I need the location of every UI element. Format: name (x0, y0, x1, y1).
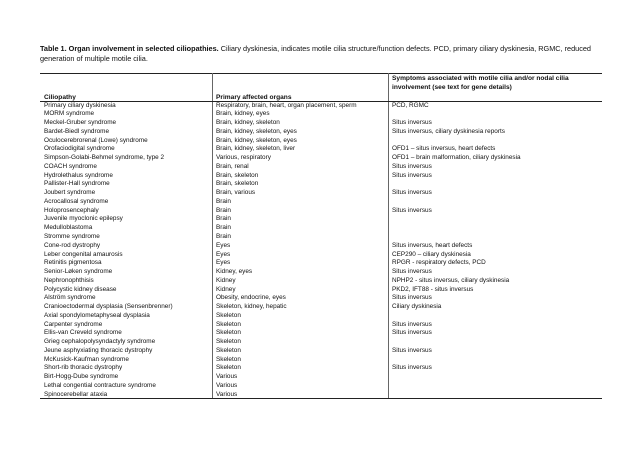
table-row (0, 382, 640, 391)
cell-ciliopathy: Polycystic kidney disease (44, 285, 117, 293)
table-row (0, 137, 640, 146)
cell-organs: Kidney, eyes (216, 268, 253, 276)
table-row (0, 251, 640, 260)
cell-organs: Brain (216, 197, 231, 205)
cell-ciliopathy: Medulloblastoma (44, 224, 93, 232)
cell-organs: Skeleton (216, 329, 241, 337)
cell-organs: Brain, renal (216, 162, 249, 170)
table-row (0, 233, 640, 242)
cell-symptoms: Situs inversus, heart defects (392, 241, 473, 249)
table-caption-text: Ciliary dyskinesia, indicates motile cilia structure/function defects. PCD, primary ciliary dyskinesia, RGMC, reduced generation of multiple motile cilia. (40, 44, 591, 63)
cell-symptoms: Situs inversus (392, 189, 432, 197)
table-row (0, 321, 640, 330)
cell-ciliopathy: Retinitis pigmentosa (44, 259, 102, 267)
cell-symptoms: Ciliary dyskinesia (392, 303, 442, 311)
cell-ciliopathy: Birt-Hogg-Dube syndrome (44, 373, 119, 381)
table-row (0, 180, 640, 189)
cell-ciliopathy: Jeune asphyxiating thoracic dystrophy (44, 346, 153, 354)
cell-organs: Various, respiratory (216, 154, 271, 162)
cell-symptoms: Situs inversus (392, 206, 432, 214)
cell-symptoms: Situs inversus (392, 364, 432, 372)
cell-organs: Various (216, 382, 238, 389)
table-row (0, 198, 640, 207)
table-row (0, 215, 640, 224)
cell-ciliopathy: Cranioectodermal dysplasia (Sensenbrenner) (44, 303, 173, 311)
cell-ciliopathy: Primary ciliary dyskinesia (44, 101, 116, 109)
table-row (0, 145, 640, 154)
table-row (0, 338, 640, 347)
cell-ciliopathy: Simpson-Golabi-Behmel syndrome, type 2 (44, 154, 165, 162)
cell-ciliopathy: Meckel-Gruber syndrome (44, 119, 117, 127)
cell-ciliopathy: Joubert syndrome (44, 189, 96, 197)
table-row (0, 277, 640, 286)
cell-ciliopathy: Grieg cephalopolysyndactyly syndrome (44, 338, 156, 346)
table-row (0, 364, 640, 373)
cell-symptoms: PKD2, IFT88 - situs inversus (392, 285, 474, 293)
cell-symptoms: Situs inversus (392, 171, 432, 179)
cell-organs: Skeleton (216, 355, 241, 363)
cell-organs: Eyes (216, 241, 231, 249)
cell-ciliopathy: Acrocallosal syndrome (44, 197, 109, 205)
table-row (0, 329, 640, 338)
cell-ciliopathy: Hydrolethalus syndrome (44, 171, 113, 179)
cell-organs: Brain (216, 206, 231, 214)
cell-ciliopathy: Oculocerebrorenal (Lowe) syndrome (44, 136, 148, 144)
cell-organs: Brain, skeleton (216, 171, 259, 179)
cell-organs: Brain (216, 224, 231, 232)
cell-symptoms: Situs inversus (392, 346, 432, 354)
table-row (0, 102, 640, 111)
cell-ciliopathy: Holoprosencephaly (44, 206, 99, 214)
header-ciliopathy: Ciliopathy (44, 93, 76, 101)
cell-ciliopathy: MORM syndrome (44, 110, 95, 118)
cell-ciliopathy: Ellis-van Creveld syndrome (44, 329, 122, 337)
cell-ciliopathy: Cone-rod dystrophy (44, 241, 101, 249)
cell-ciliopathy: Senior-Løken syndrome (44, 268, 113, 276)
cell-organs: Brain, various (216, 189, 256, 197)
cell-organs: Brain, kidney, skeleton (216, 119, 280, 127)
cell-symptoms: Situs inversus (392, 294, 432, 302)
cell-organs: Eyes (216, 259, 231, 267)
table-row (0, 224, 640, 233)
table-row (0, 356, 640, 365)
table-row (0, 294, 640, 303)
table-row (0, 303, 640, 312)
table-row (0, 207, 640, 216)
cell-symptoms: Situs inversus, ciliary dyskinesia reports (392, 127, 505, 135)
cell-ciliopathy: Stromme syndrome (44, 232, 100, 240)
cell-ciliopathy: Leber congenital amaurosis (44, 250, 123, 258)
cell-organs: Skeleton (216, 364, 241, 372)
cell-organs: Brain, skeleton (216, 180, 259, 188)
table-row (0, 347, 640, 356)
cell-symptoms: Situs inversus (392, 268, 432, 276)
cell-organs: Respiratory, brain, heart, organ placement, sperm (216, 101, 357, 109)
table-bottom-rule (40, 398, 602, 399)
cell-ciliopathy: Juvenile myoclonic epilepsy (44, 215, 123, 223)
cell-symptoms: CEP290 – ciliary dyskinesia (392, 250, 471, 258)
cell-ciliopathy: Short-rib thoracic dystrophy (44, 364, 123, 372)
cell-organs: Skeleton, kidney, hepatic (216, 303, 287, 311)
cell-organs: Skeleton (216, 346, 241, 354)
table-row (0, 172, 640, 181)
table-row (0, 373, 640, 382)
table-caption-label: Table 1. Organ involvement in selected ciliopathies. (40, 44, 219, 53)
cell-ciliopathy: Nephronophthisis (44, 276, 94, 284)
cell-organs: Brain, kidney, skeleton, eyes (216, 136, 297, 144)
cell-organs: Kidney (216, 285, 236, 293)
cell-ciliopathy: Spinocerebellar ataxia (44, 390, 108, 398)
table-row (0, 154, 640, 163)
table-row (0, 268, 640, 277)
cell-ciliopathy: COACH syndrome (44, 162, 97, 170)
cell-ciliopathy: Orofaciodigital syndrome (44, 145, 115, 153)
table-row (0, 312, 640, 321)
cell-ciliopathy: Alström syndrome (44, 294, 96, 302)
header-symptoms: Symptoms associated with motile cilia and/or nodal cilia involvement (see text for gene details) (392, 75, 569, 91)
cell-symptoms: Situs inversus (392, 119, 432, 127)
cell-symptoms: Situs inversus (392, 320, 432, 328)
cell-symptoms: PCD, RGMC (392, 101, 429, 109)
table-body (0, 102, 640, 400)
cell-ciliopathy: McKusick-Kaufman syndrome (44, 355, 129, 363)
table-row (0, 259, 640, 268)
table-row (0, 110, 640, 119)
cell-organs: Skeleton (216, 311, 241, 319)
cell-ciliopathy: Axial spondylometaphyseal dysplasia (44, 311, 150, 319)
table-row (0, 242, 640, 251)
table-row (0, 189, 640, 198)
cell-organs: Various (216, 390, 238, 398)
cell-organs: Skeleton (216, 338, 241, 346)
cell-ciliopathy: Bardet-Biedl syndrome (44, 127, 110, 135)
header-primary-affected-organs: Primary affected organs (216, 93, 292, 101)
table-top-rule (40, 73, 602, 74)
cell-symptoms: NPHP2 - situs inversus, ciliary dyskinesia (392, 276, 510, 284)
cell-ciliopathy: Pallister-Hall syndrome (44, 180, 110, 188)
cell-symptoms: OFD1 – brain malformation, ciliary dyskinesia (392, 154, 521, 162)
cell-organs: Eyes (216, 250, 231, 258)
table-row (0, 119, 640, 128)
cell-ciliopathy: Lethal congential contracture syndrome (44, 382, 156, 389)
cell-organs: Obesity, endocrine, eyes (216, 294, 286, 302)
cell-symptoms: OFD1 – situs inversus, heart defects (392, 145, 496, 153)
table-row (0, 286, 640, 295)
cell-organs: Skeleton (216, 320, 241, 328)
table-row (0, 163, 640, 172)
cell-symptoms: Situs inversus (392, 329, 432, 337)
cell-organs: Brain (216, 215, 231, 223)
cell-organs: Brain, kidney, eyes (216, 110, 270, 118)
cell-organs: Brain, kidney, skeleton, eyes (216, 127, 297, 135)
table-row (0, 128, 640, 137)
cell-symptoms: Situs inversus (392, 162, 432, 170)
cell-organs: Brain (216, 232, 231, 240)
cell-ciliopathy: Carpenter syndrome (44, 320, 103, 328)
cell-organs: Various (216, 373, 238, 381)
table-caption (40, 44, 600, 64)
cell-organs: Brain, kidney, skeleton, liver (216, 145, 296, 153)
cell-organs: Kidney (216, 276, 236, 284)
cell-symptoms: RPGR - respiratory defects, PCD (392, 259, 486, 267)
